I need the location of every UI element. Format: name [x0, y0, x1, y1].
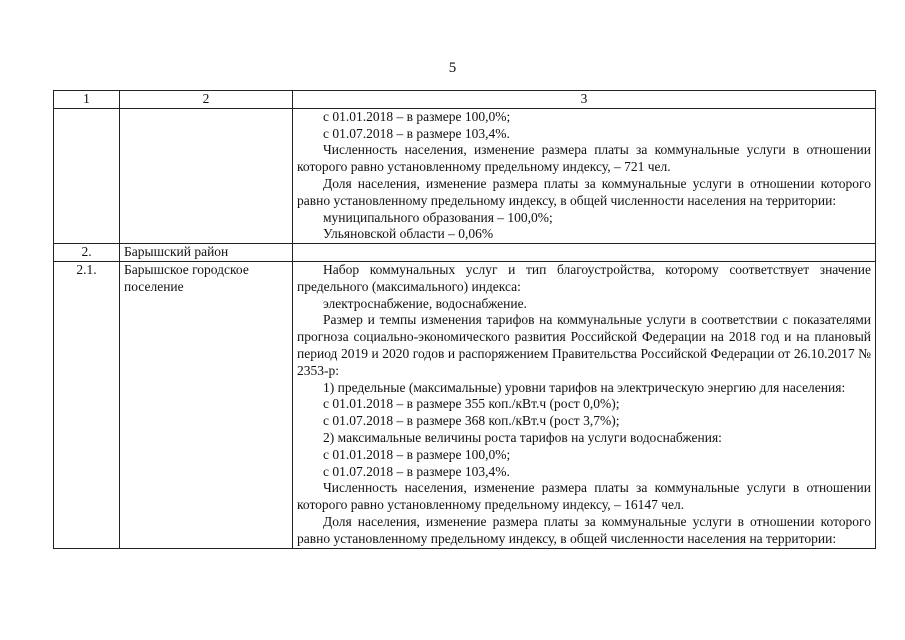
table-row-district [54, 244, 876, 262]
tariff-line: с 01.07.2018 – в размере 103,4%. [323, 125, 510, 141]
share-paragraph: Доля населения, изменение размера платы за коммунальные услуги в отношении которого равно установленному предельному индексу, в общей численности населения на территории: [297, 175, 871, 208]
set-paragraph: Набор коммунальных услуг и тип благоустройства, которому соответствует значение предельного (максимального) индекса: [297, 261, 871, 294]
row-name-cell [120, 108, 293, 243]
table-row-continued [54, 108, 876, 243]
table-header-row [54, 91, 876, 109]
share-line: муниципального образования – 100,0%; [323, 209, 553, 225]
row-content-cell [293, 108, 876, 243]
electric-line: с 01.07.2018 – в размере 368 коп./кВт.ч (рост 3,7%); [323, 413, 620, 429]
table-row-settlement [54, 261, 876, 548]
tariff-line: с 01.01.2018 – в размере 100,0%; [323, 108, 511, 124]
population-paragraph: Численность населения, изменение размера платы за коммунальные услуги в отношении которого равно установленному предельному индексу, – 721 чел. [297, 142, 871, 175]
row-name-cell: Барышский район [120, 244, 293, 262]
water-line: с 01.01.2018 – в размере 100,0%; [323, 446, 511, 462]
population-paragraph: Численность населения, изменение размера платы за коммунальные услуги в отношении которого равно установленному предельному индексу, – 16147 чел. [297, 480, 871, 513]
tariff-table [53, 90, 876, 549]
header-col-2: 2 [120, 91, 293, 109]
row-content-cell [293, 244, 876, 262]
row-number-cell: 2. [54, 244, 120, 262]
tariffs-paragraph: Размер и темпы изменения тарифов на коммунальные услуги в соответствии с показателями прогноза социально-экономического развития Российской Федерации на 2018 год и на плановый период 2019 и 2020 годов и распоряжением Правительства Российской Федерации от 26.10.2017 № 2353-р: [297, 312, 871, 378]
row-number-cell [54, 108, 120, 243]
share-paragraph: Доля населения, изменение размера платы за коммунальные услуги в отношении которого равно установленному предельному индексу, в общей численности населения на территории: [297, 513, 871, 546]
share-line: Ульяновской области – 0,06% [323, 226, 494, 242]
header-col-3: 3 [293, 91, 876, 109]
set-value-line: электроснабжение, водоснабжение. [323, 295, 527, 311]
row-content-cell [293, 261, 876, 548]
electric-line: с 01.01.2018 – в размере 355 коп./кВт.ч (рост 0,0%); [323, 396, 620, 412]
electric-paragraph: 1) предельные (максимальные) уровни тарифов на электрическую энергию для населения: [323, 379, 846, 395]
water-line: с 01.07.2018 – в размере 103,4%. [323, 463, 510, 479]
row-number-cell: 2.1. [54, 261, 120, 548]
header-col-1: 1 [54, 91, 120, 109]
row-name-cell: Барышское городское поселение [120, 261, 293, 548]
page-number: 5 [448, 60, 457, 76]
water-paragraph: 2) максимальные величины роста тарифов на услуги водоснабжения: [323, 429, 722, 445]
